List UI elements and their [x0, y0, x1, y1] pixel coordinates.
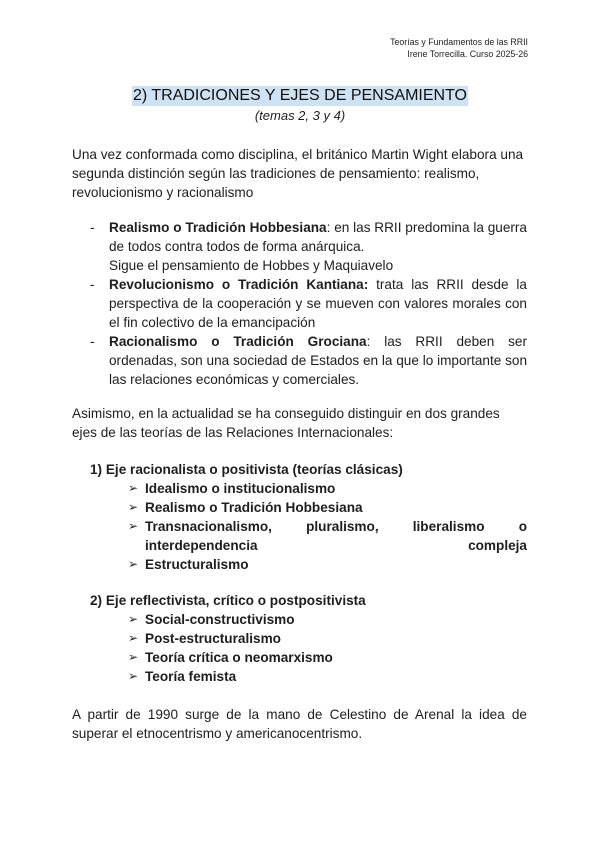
tradition-sep: : — [366, 334, 371, 349]
dash-bullet: - — [90, 277, 95, 292]
arrow-bullet-icon: ➢ — [128, 612, 139, 626]
arrow-bullet-icon: ➢ — [128, 669, 139, 683]
list-item — [128, 610, 527, 629]
arrow-bullet-icon: ➢ — [128, 650, 139, 664]
list-item — [128, 629, 527, 648]
list-item — [128, 648, 527, 667]
list-item — [128, 667, 527, 686]
tradition-extra: Sigue el pensamiento de Hobbes y Maquiavelo — [109, 258, 394, 273]
arrow-bullet-icon: ➢ — [128, 631, 139, 645]
theory-label: Realismo o Tradición Hobbesiana — [145, 500, 363, 515]
axis-theories-list — [128, 479, 527, 574]
tradition-text: las RRII deben ser ordenadas, son una sociedad de Estados en la que lo importante son las relaciones económicas y comerciales. — [109, 334, 527, 387]
section-title: 2) TRADICIONES Y EJES DE PENSAMIENTO — [132, 87, 467, 104]
intro-paragraph: Una vez conformada como disciplina, el británico Martin Wight elabora una segunda distinción según las tradiciones de pensamiento: realismo, revolucionismo y racionalismo — [72, 147, 524, 200]
dash-bullet: - — [90, 220, 95, 235]
tradition-text: en las RRII predomina la guerra de todos contra todos de forma anárquica. — [109, 220, 527, 254]
list-item — [128, 517, 527, 555]
arrow-bullet-icon: ➢ — [128, 481, 139, 495]
tradition-text: trata las RRII desde la perspectiva de la cooperación y se mueven con valores morales con el fin colectivo de la emancipación — [109, 277, 527, 330]
tradition-term: Realismo o Tradición Hobbesiana — [109, 220, 327, 235]
tradition-sep: : — [326, 220, 331, 235]
list-item — [72, 218, 527, 275]
list-item — [128, 498, 527, 517]
axis-title: 2) Eje reflectivista, crítico o postpositivista — [90, 593, 366, 608]
axes-intro-paragraph: Asimismo, en la actualidad se ha conseguido distinguir en dos grandes ejes de las teorías de las Relaciones Internacionales: — [72, 406, 500, 440]
tradition-term: Racionalismo o Tradición Grociana — [109, 334, 367, 349]
arrow-bullet-icon: ➢ — [128, 557, 139, 571]
theory-label: Idealismo o institucionalismo — [145, 481, 336, 496]
traditions-list — [72, 218, 527, 389]
header-course: Teorías y Fundamentos de las RRII — [390, 37, 528, 47]
list-item — [72, 275, 527, 332]
list-item — [128, 555, 527, 574]
axis-theories-list — [128, 610, 527, 686]
axis-rationalist — [90, 460, 527, 574]
arrow-bullet-icon: ➢ — [128, 500, 139, 514]
axis-reflectivist — [90, 591, 527, 686]
dash-bullet: - — [90, 334, 95, 349]
theory-label: Teoría femista — [145, 669, 237, 684]
tradition-term: Revolucionismo o Tradición Kantiana: — [109, 277, 369, 292]
list-item — [128, 479, 527, 498]
section-subtitle: (temas 2, 3 y 4) — [254, 108, 346, 123]
axis-title: 1) Eje racionalista o positivista (teorías clásicas) — [90, 462, 403, 477]
page-header — [390, 36, 528, 60]
closing-paragraph: A partir de 1990 surge de la mano de Celestino de Arenal la idea de superar el etnocentrismo y americanocentrismo. — [72, 707, 527, 741]
title-wrap — [0, 86, 600, 106]
theory-label: Social-constructivismo — [145, 612, 295, 627]
arrow-bullet-icon: ➢ — [128, 519, 139, 533]
theory-label: Post-estructuralismo — [145, 631, 281, 646]
header-author: Irene Torrecilla. Curso 2025-26 — [407, 49, 528, 59]
theory-label: Transnacionalismo, pluralismo, liberalismo o interdependencia compleja — [145, 519, 527, 553]
list-item — [72, 332, 527, 389]
theory-label: Teoría crítica o neomarxismo — [145, 650, 333, 665]
theory-label: Estructuralismo — [145, 557, 249, 572]
